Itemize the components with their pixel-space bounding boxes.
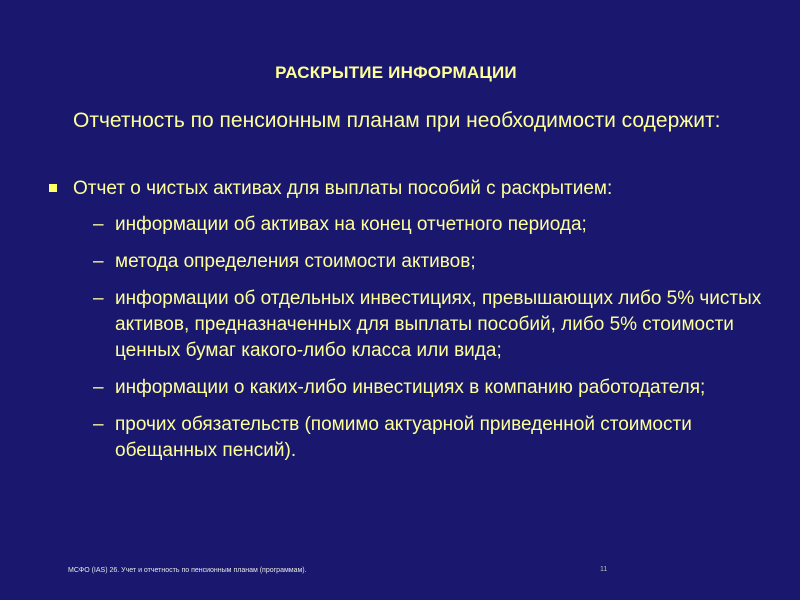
slide-title: РАСКРЫТИЕ ИНФОРМАЦИИ [275, 63, 517, 82]
main-bullet-text: Отчет о чистых активах для выплаты пособий с раскрытием: [73, 178, 613, 199]
sub-bullet-item [93, 375, 783, 401]
sub-bullet-item [93, 212, 783, 238]
sub-bullet-text: информации о каких-либо инвестициях в компанию работодателя; [115, 377, 706, 398]
dash-icon: – [93, 288, 104, 309]
footer-text: МСФО (IAS) 26. Учет и отчетность по пенсионным планам (программам). [68, 567, 307, 574]
sub-bullet-text: метода определения стоимости активов; [115, 251, 476, 272]
sub-bullet-text: информации об отдельных инвестициях, превышающих либо 5% чистых активов, предназначенных для выплаты пособий, либо 5% стоимости ценных бумаг какого-либо класса или вида; [115, 288, 762, 361]
intro-text: Отчетность по пенсионным планам при необходимости содержит: [73, 109, 721, 132]
dash-icon: – [93, 251, 104, 272]
page-number: 11 [600, 566, 608, 573]
dash-icon: – [93, 414, 104, 435]
dash-icon: – [93, 377, 104, 398]
sub-bullet-list [93, 212, 783, 475]
sub-bullet-item [93, 412, 783, 464]
sub-bullet-item [93, 286, 783, 364]
square-bullet-icon [49, 184, 57, 192]
dash-icon: – [93, 214, 104, 235]
sub-bullet-text: информации об активах на конец отчетного периода; [115, 214, 587, 235]
sub-bullet-item [93, 249, 783, 275]
sub-bullet-text: прочих обязательств (помимо актуарной приведенной стоимости обещанных пенсий). [115, 414, 692, 461]
main-bullet [73, 176, 773, 202]
